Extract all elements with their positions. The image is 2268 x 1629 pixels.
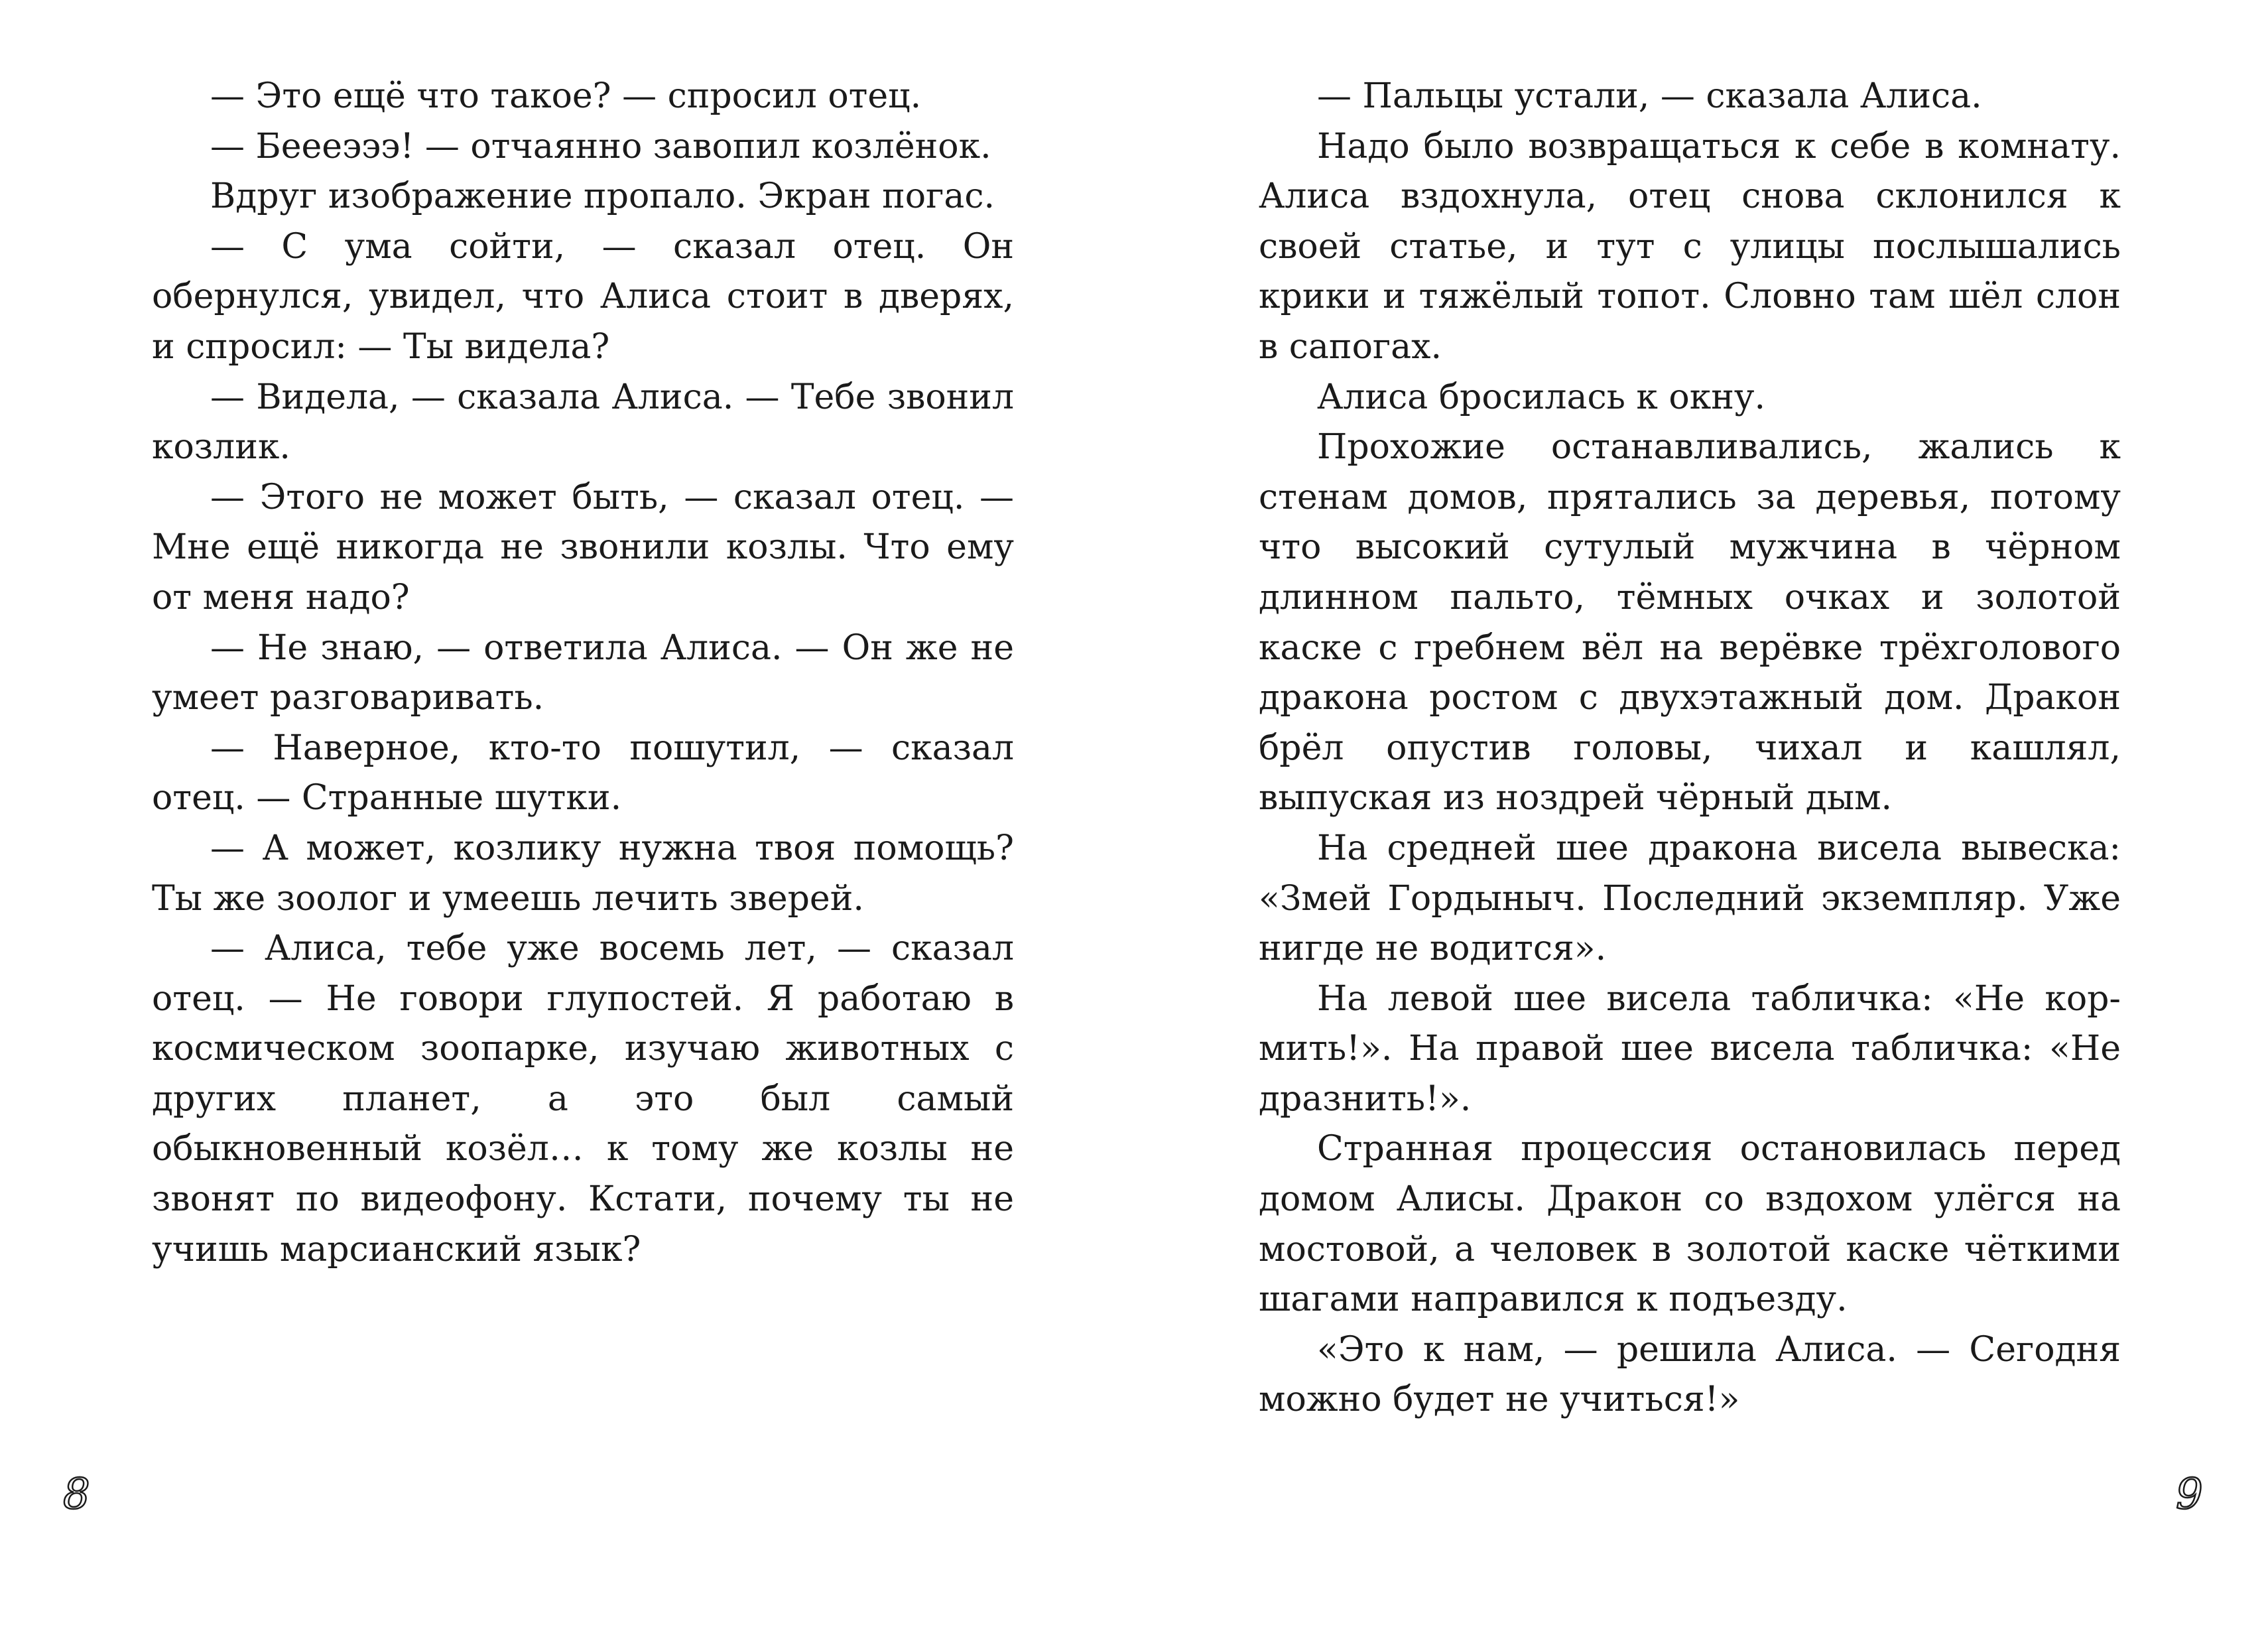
paragraph: — Не знаю, — ответила Алиса. — Он же не умеет разговаривать. — [152, 627, 1014, 718]
paragraph: — Пальцы устали, — сказала Алиса. — [1317, 76, 1982, 116]
paragraph: — Алиса, тебе уже восемь лет, — сказал отец. — Не говори глупостей. Я работаю в космическом зоопарке, изучаю животных с других планет, а это был самый обыкновенный козёл… к тому же козлы не звонят по видеофону. Кстати, почему ты не учишь марсианский язык? — [152, 929, 1014, 1270]
paragraph: Вдруг изображение пропало. Экран погас. — [210, 176, 995, 217]
paragraph: «Это к нам, — решила Алиса. — Сегодня можно будет не учиться!» — [1259, 1329, 2121, 1420]
right-page-text — [1259, 72, 2121, 1425]
left-page-text — [152, 72, 1014, 1275]
paragraph: На левой шее висела табличка: «Не кормить!». На правой шее висела табличка: «Не дразнить!». — [1259, 978, 2121, 1119]
page-number-right: 9 — [2176, 1470, 2203, 1519]
paragraph: — Этого не может быть, — сказал отец. — Мне ещё никогда не звонили козлы. Что ему от меня надо? — [152, 477, 1014, 618]
paragraph: На средней шее дракона висела вывеска: «Змей Гордыныч. Последний экземпляр. Уже нигде не водится». — [1259, 828, 2121, 969]
page-number-left: 8 — [63, 1470, 90, 1519]
paragraph: Странная процессия остановилась перед домом Алисы. Дракон со вздохом улёгся на мостовой, а человек в золотой каске чёткими шагами направился к подъезду. — [1259, 1129, 2121, 1320]
paragraph: — Беееэээ! — отчаянно завопил козлёнок. — [210, 126, 991, 166]
paragraph: — Видела, — сказала Алиса. — Тебе звонил козлик. — [152, 377, 1014, 468]
paragraph: — Это ещё что такое? — спросил отец. — [210, 76, 922, 116]
paragraph: Прохожие останавливались, жались к стенам домов, прятались за деревья, потому что высокий сутулый мужчина в чёрном длинном пальто, тёмных очках и золотой каске с гребнем вёл на верёвке трёхголового дракона ростом с двухэтажный дом. Дракон брёл опустив головы, чихал и кашлял, выпуская из ноздрей чёрный дым. — [1259, 427, 2121, 818]
paragraph: — Наверное, кто-то пошутил, — сказал отец. — Странные шутки. — [152, 728, 1014, 818]
paragraph: — С ума сойти, — сказал отец. Он обернулся, увидел, что Алиса стоит в дверях, и спросил: — Ты видела? — [152, 226, 1014, 367]
paragraph: — А может, козлику нужна твоя помощь? Ты же зоолог и умеешь лечить зверей. — [152, 828, 1014, 919]
paragraph: Надо было возвращаться к себе в комнату. Алиса вздохнула, отец снова склонился к своей статье, и тут с улицы послышались крики и тяжёлый топот. Словно там шёл слон в сапогах. — [1259, 126, 2121, 367]
paragraph: Алиса бросилась к окну. — [1317, 377, 1766, 417]
